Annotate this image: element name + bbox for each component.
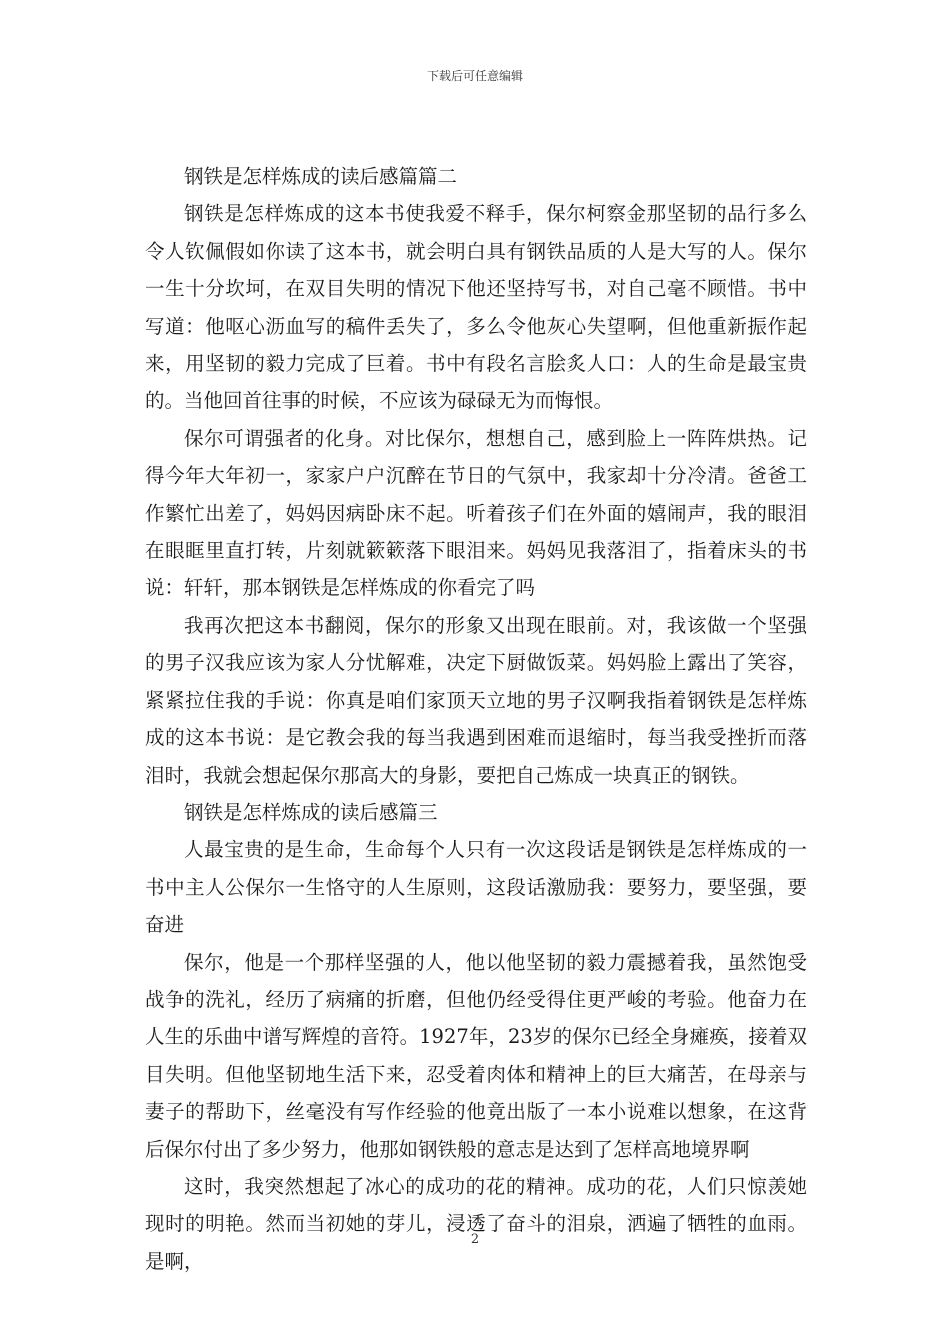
section-heading: 钢铁是怎样炼成的读后感篇三 [184,800,438,824]
body-paragraph: 保尔，他是一个那样坚强的人，他以他坚韧的毅力震撼着我，虽然饱受战争的洗礼，经历了病痛的折磨，但他仍经受得住更严峻的考验。他奋力在人生的乐曲中谱写辉煌的音符。1927年，23岁的保尔已经全身瘫痪，接着双目失明。但他坚韧地生活下来，忍受着肉体和精神上的巨大痛苦，在母亲与妻子的帮助下，丝毫没有写作经验的他竟出版了一本小说难以想象，在这背后保尔付出了多少努力，他那如钢铁般的意志是达到了怎样高地境界啊 [145,950,807,1161]
body-paragraph: 钢铁是怎样炼成的这本书使我爱不释手，保尔柯察金那坚韧的品行多么令人钦佩假如你读了这本书，就会明白具有钢铁品质的人是大写的人。保尔一生十分坎坷，在双目失明的情况下他还坚持写书，对自己毫不顾惜。书中写道：他呕心沥血写的稿件丢失了，多么令他灰心失望啊，但他重新振作起来，用坚韧的毅力完成了巨着。书中有段名言脍炙人口：人的生命是最宝贵的。当他回首往事的时候，不应该为碌碌无为而悔恨。 [145,202,807,413]
body-paragraph: 这时，我突然想起了冰心的成功的花的精神。成功的花，人们只惊羡她现时的明艳。然而当初她的芽儿，浸透了奋斗的泪泉，洒遍了牺牲的血雨。是啊， [145,1174,807,1273]
body-paragraph: 保尔可谓强者的化身。对比保尔，想想自己，感到脸上一阵阵烘热。记得今年大年初一，家家户户沉醉在节日的气氛中，我家却十分冷清。爸爸工作繁忙出差了，妈妈因病卧床不起。听着孩子们在外面的嬉闹声，我的眼泪在眼眶里直打转，片刻就簌簌落下眼泪来。妈妈见我落泪了，指着床头的书说：轩轩，那本钢铁是怎样炼成的你看完了吗 [145,426,807,600]
body-paragraph: 我再次把这本书翻阅，保尔的形象又出现在眼前。对，我该做一个坚强的男子汉我应该为家人分忧解难，决定下厨做饭菜。妈妈脸上露出了笑容，紧紧拉住我的手说：你真是咱们家顶天立地的男子汉啊我指着钢铁是怎样炼成的这本书说：是它教会我的每当我遇到困难而退缩时，每当我受挫折而落泪时，我就会想起保尔那高大的身影，要把自己炼成一块真正的钢铁。 [145,613,807,787]
body-paragraph: 人最宝贵的是生命，生命每个人只有一次这段话是钢铁是怎样炼成的一书中主人公保尔一生恪守的人生原则，这段话激励我：要努力，要坚强，要奋进 [145,838,807,937]
page-number: 2 [470,1232,480,1247]
document-body [145,158,807,1280]
page-header: 下载后可任意编辑 [426,69,523,83]
section-heading: 钢铁是怎样炼成的读后感篇篇二 [184,165,458,188]
